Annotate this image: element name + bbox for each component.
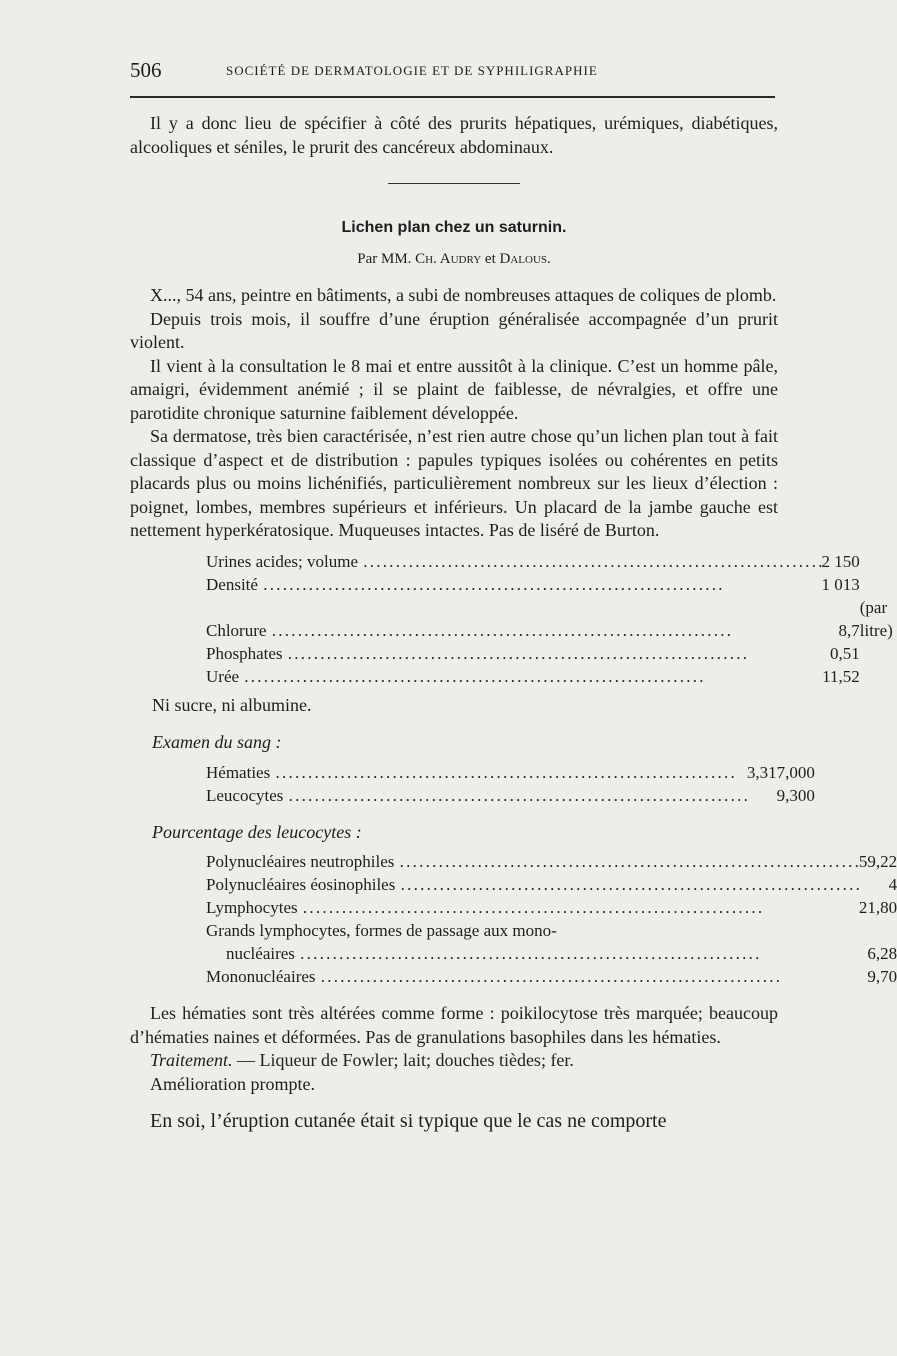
leucocyte-heading: Pourcentage des leucocytes : xyxy=(152,821,362,842)
leucocyte-table xyxy=(206,850,897,988)
page-number: 506 xyxy=(130,58,162,82)
page-header xyxy=(130,58,775,88)
traitement-label: Traitement. xyxy=(150,1050,233,1070)
traitement-text: — Liqueur de Fowler; lait; douches tièdes; fer. xyxy=(237,1050,574,1070)
author-dalous: Dalous. xyxy=(499,250,551,267)
section-separator xyxy=(388,183,520,184)
case-paragraph-2: Depuis trois mois, il souffre d’une éruption généralisée accompagnée d’un prurit violent. xyxy=(130,308,778,352)
amelioration-line: Amélioration prompte. xyxy=(150,1073,315,1094)
table-row: Densité . . . 1 013 xyxy=(206,573,893,596)
blood-heading: Examen du sang : xyxy=(152,732,282,752)
table-row: Leucocytes . . . 9,300 xyxy=(206,784,815,807)
table-row: Chlorure . . . 8,7 (par litre) xyxy=(206,596,893,642)
hematies-paragraph: Les hématies sont très altérées comme forme : poikilocytose très marquée; beaucoup d’hématies naines et déformées. Pas de granulations basophiles dans les hématies. xyxy=(130,1003,778,1047)
authors-and: et xyxy=(484,250,496,267)
table-row: Urée . . . 11,52 xyxy=(206,665,893,688)
page-body xyxy=(130,112,897,1134)
article-authors xyxy=(130,248,778,272)
table-row: Mononucléaires . . . 9,70 xyxy=(206,965,897,988)
traitement-line xyxy=(130,1049,778,1073)
table-row: Lymphocytes . . . 21,80 xyxy=(206,896,897,919)
urine-analysis-table xyxy=(206,550,893,688)
table-row: Polynucléaires éosinophiles . . . 4 xyxy=(206,873,897,896)
table-row: nucléaires . . . 6,28 xyxy=(206,942,897,965)
article-title: Lichen plan chez un saturnin. xyxy=(341,219,567,236)
authors-prefix: Par MM. xyxy=(357,250,412,267)
table-row: Phosphates . . . 0,51 xyxy=(206,642,893,665)
blood-count-table xyxy=(206,761,815,807)
running-head: SOCIÉTÉ DE DERMATOLOGIE ET DE SYPHILIGRAPHIE xyxy=(226,63,598,78)
case-paragraph-1: X..., 54 ans, peintre en bâtiments, a subi de nombreuses attaques de coliques de plomb. xyxy=(150,285,777,305)
case-paragraph-4: Sa dermatose, très bien caractérisée, n’est rien autre chose qu’un lichen plan tout à fait classique d’aspect et de distribution : papules typiques isolées ou cohérentes en petits placards plus ou moins lichénifiés, particulièrement nombreux sur les lieux d’élection : poignet, lombes, membres supérieurs et inférieurs. Un placard de la jambe gauche est nettement hyperkératosique. Muqueuses intactes. Pas de liséré de Burton. xyxy=(130,426,778,540)
header-rule xyxy=(130,96,775,98)
case-paragraph-3: Il vient à la consultation le 8 mai et entre aussitôt à la clinique. C’est un homme pâle, amaigri, évidemment anémié ; il se plaint de faiblesse, de névralgies, et offre une parotidite chronique saturnine faiblement développée. xyxy=(130,355,778,423)
table-row: Hématies . . . 3,317,000 xyxy=(206,761,815,784)
closing-line: En soi, l’éruption cutanée était si typique que le cas ne comporte xyxy=(150,1110,667,1132)
table-row: Grands lymphocytes, formes de passage aux mono- xyxy=(206,921,557,940)
table-row: Urines acides; volume . . . 2 150 xyxy=(206,550,893,573)
intro-paragraph: Il y a donc lieu de spécifier à côté des prurits hépatiques, urémiques, diabétiques, alcooliques et séniles, le prurit des cancéreux abdominaux. xyxy=(130,113,778,157)
table-row: Polynucléaires neutrophiles . . . 59,22 xyxy=(206,850,897,873)
no-sugar-line: Ni sucre, ni albumine. xyxy=(152,694,312,715)
author-audry: Ch. Audry xyxy=(415,250,482,267)
